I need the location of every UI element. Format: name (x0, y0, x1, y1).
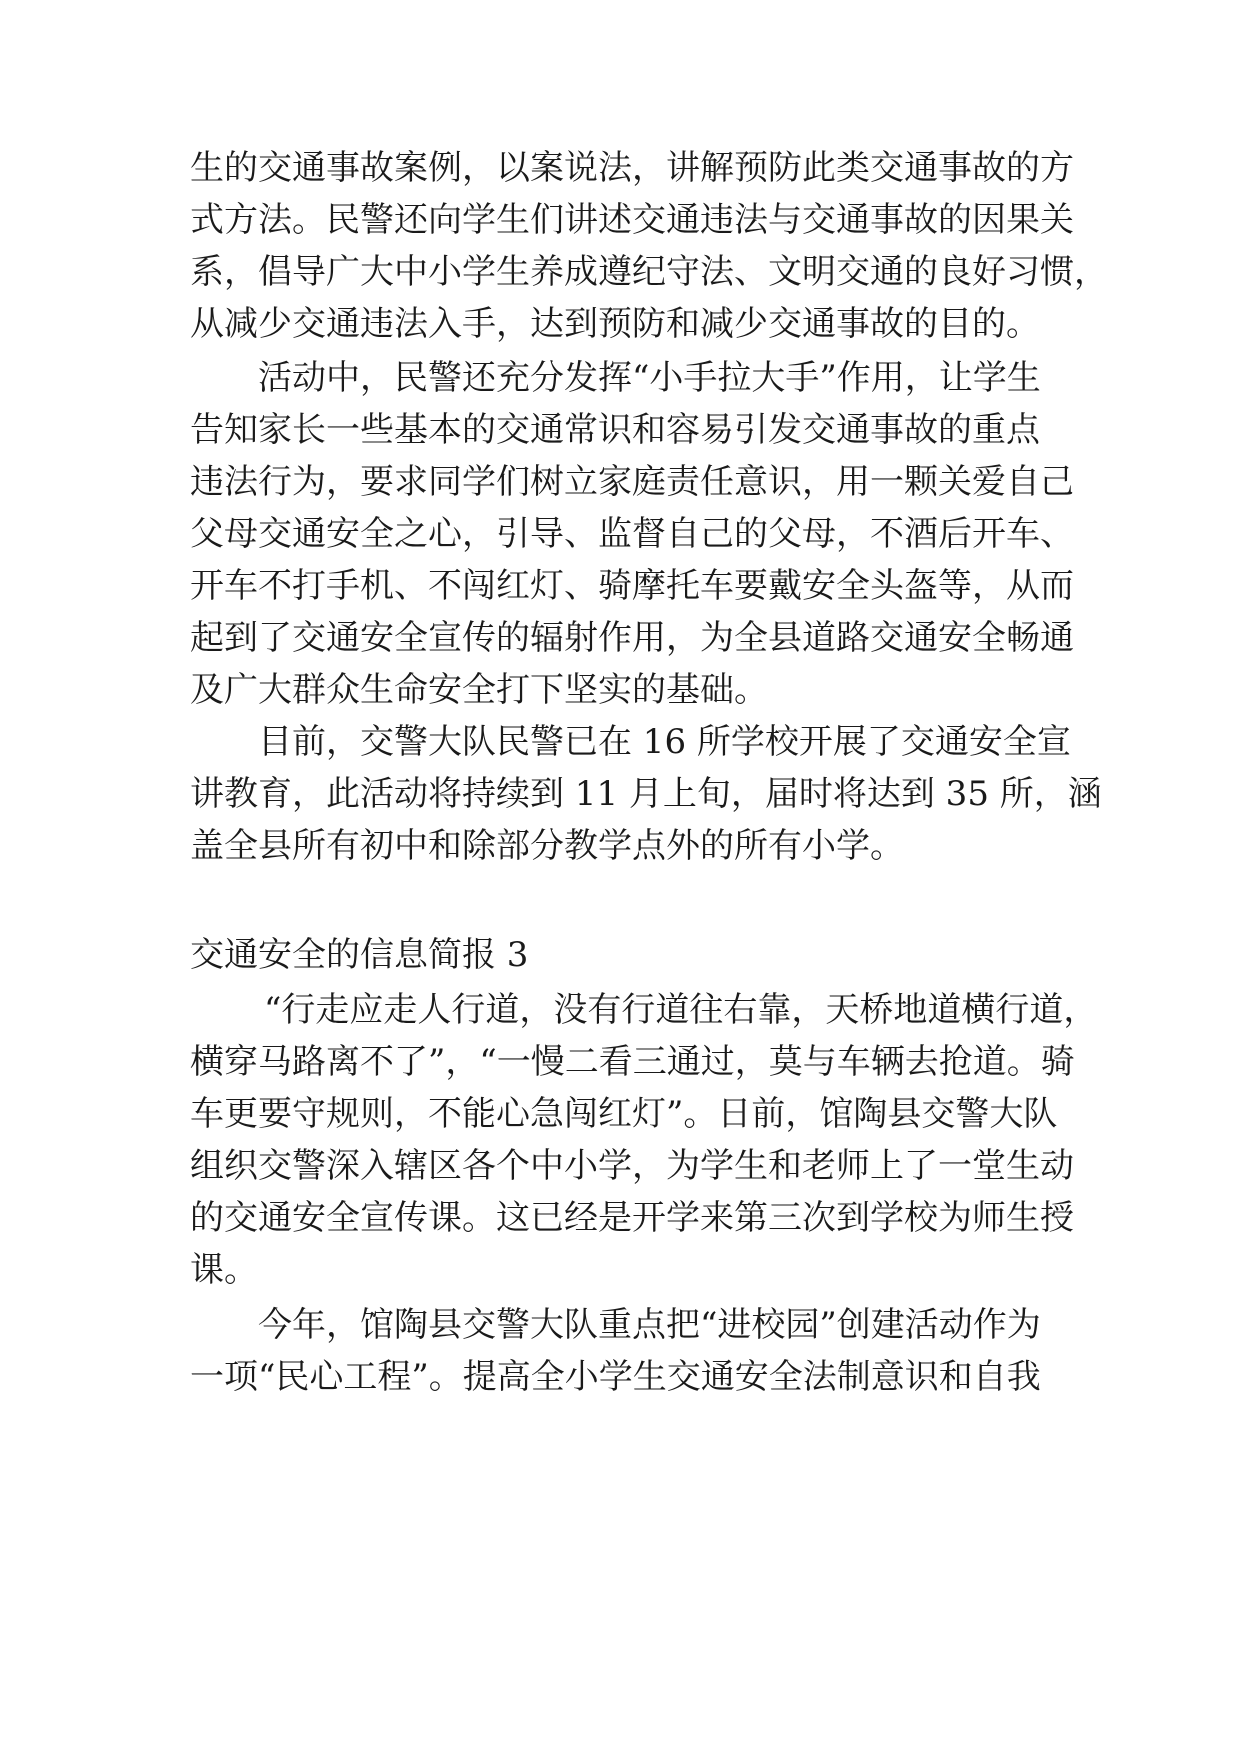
paragraph-1-line-2: 式方法。民警还向学生们讲述交通违法与交通事故的因果关 (190, 200, 1074, 240)
paragraph-2-line-4: 父母交通安全之心，引导、监督自己的父母，不酒后开车、 (190, 514, 1074, 554)
paragraph-3-line-3: 盖全县所有初中和除部分教学点外的所有小学。 (190, 826, 904, 866)
paragraph-5-line-2: 一项“民心工程”。提高全小学生交通安全法制意识和自我 (190, 1357, 1041, 1397)
paragraph-4-line-2: 横穿马路离不了”，“一慢二看三通过，莫与车辆去抢道。骑 (190, 1042, 1075, 1082)
paragraph-5-line-1: 今年，馆陶县交警大队重点把“进校园”创建活动作为 (258, 1305, 1041, 1345)
paragraph-2-line-7: 及广大群众生命安全打下坚实的基础。 (190, 670, 768, 710)
paragraph-2-line-6: 起到了交通安全宣传的辐射作用，为全县道路交通安全畅通 (190, 618, 1074, 658)
paragraph-4-line-6: 课。 (190, 1250, 258, 1290)
paragraph-4-line-5: 的交通安全宣传课。这已经是开学来第三次到学校为师生授 (190, 1198, 1074, 1238)
paragraph-3-line-2: 讲教育，此活动将持续到 11 月上旬，届时将达到 35 所，涵 (190, 774, 1102, 814)
section-heading: 交通安全的信息简报 3 (190, 935, 529, 975)
paragraph-1-line-1: 生的交通事故案例，以案说法，讲解预防此类交通事故的方 (190, 148, 1074, 188)
paragraph-1-line-3: 系，倡导广大中小学生养成遵纪守法、文明交通的良好习惯， (190, 252, 1108, 292)
paragraph-2-line-2: 告知家长一些基本的交通常识和容易引发交通事故的重点 (190, 410, 1040, 450)
paragraph-4-line-1: “行走应走人行道，没有行道往右靠，天桥地道横行道， (264, 990, 1098, 1030)
paragraph-4-line-4: 组织交警深入辖区各个中小学，为学生和老师上了一堂生动 (190, 1146, 1074, 1186)
paragraph-2-line-1: 活动中，民警还充分发挥“小手拉大手”作用，让学生 (258, 358, 1041, 398)
paragraph-3-line-1: 目前，交警大队民警已在 16 所学校开展了交通安全宣 (258, 722, 1071, 762)
paragraph-1-line-4: 从减少交通违法入手，达到预防和减少交通事故的目的。 (190, 304, 1040, 344)
paragraph-2-line-3: 违法行为，要求同学们树立家庭责任意识，用一颗关爱自己 (190, 462, 1074, 502)
paragraph-4-line-3: 车更要守规则，不能心急闯红灯”。日前，馆陶县交警大队 (190, 1094, 1058, 1134)
paragraph-2-line-5: 开车不打手机、不闯红灯、骑摩托车要戴安全头盔等，从而 (190, 566, 1074, 606)
